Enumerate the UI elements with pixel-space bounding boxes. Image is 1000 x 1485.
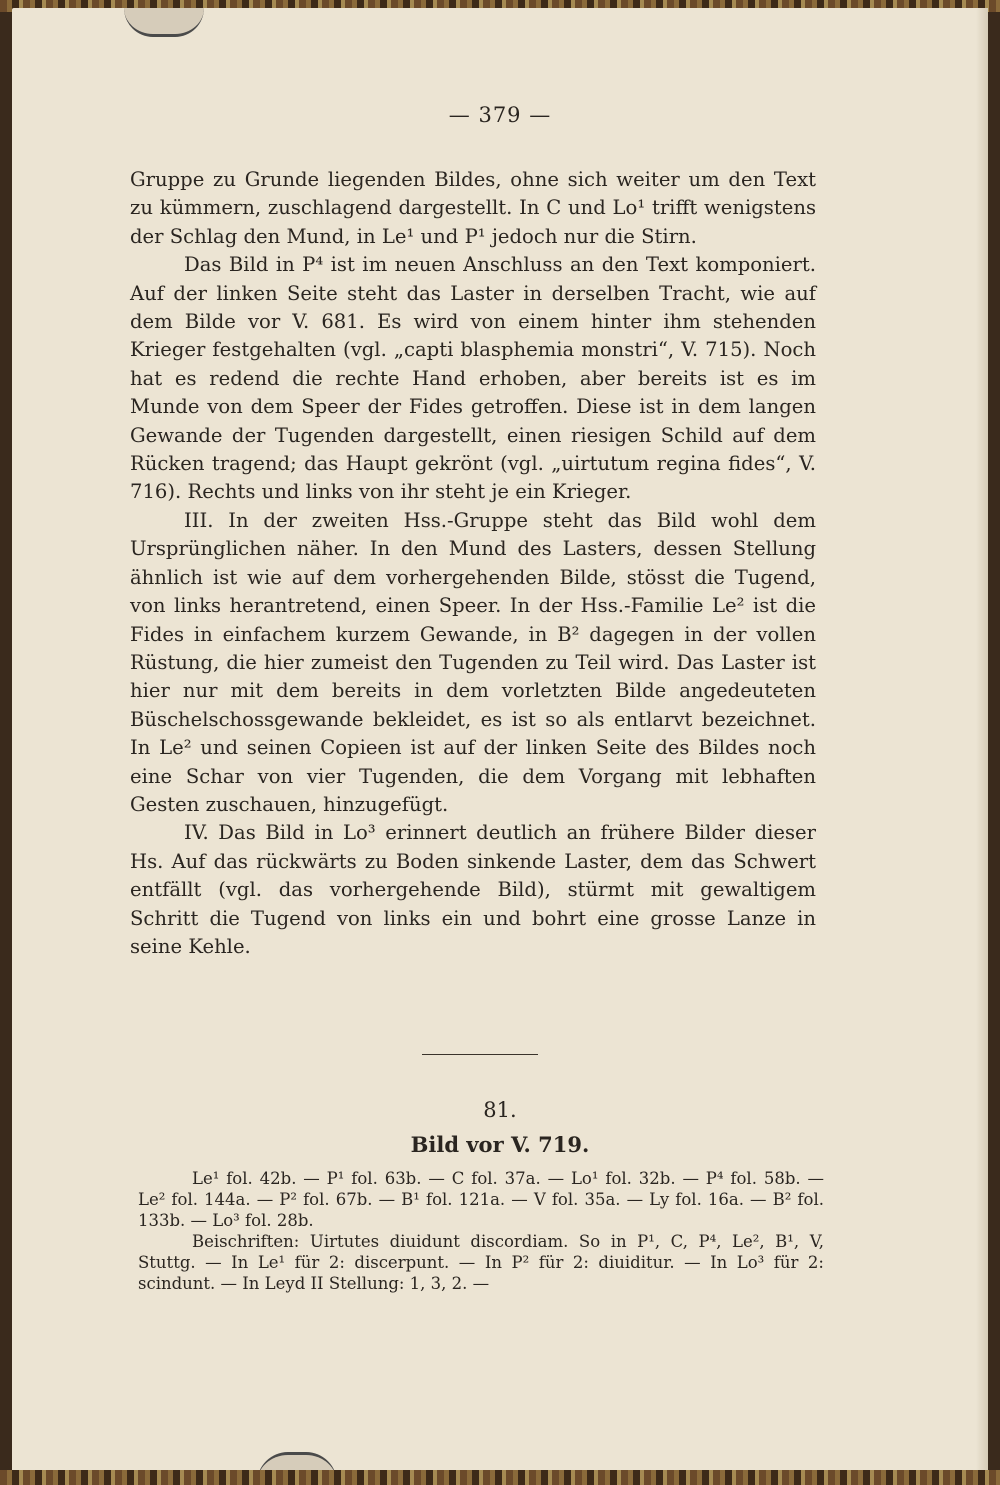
inscriptions-note: Beischriften: Uirtutes diuidunt discordiam. So in P¹, C, P⁴, Le², B¹, V, Stuttg. — In Le¹ für 2: discerpunt. — In P² für 2: diuiditur. — In Lo³ für 2: scindunt. — In Leyd II Stellung: 1, 3, 2. —	[138, 1232, 824, 1293]
section-divider	[422, 1054, 538, 1055]
top-clip	[124, 8, 204, 37]
main-text	[130, 166, 816, 961]
page-edge-shadow	[976, 8, 988, 1472]
bottom-binding-edge	[0, 1470, 1000, 1485]
paragraph-iv: IV. Das Bild in Lo³ erinnert deutlich an frühere Bilder dieser Hs. Auf das rückwärts zu Boden sinkende Laster, dem das Schwert entfällt (vgl. das vorhergehende Bild), stürmt mit gewaltigem Schritt die Tugend von links ein und bohrt eine grosse Lanze in seine Kehle.	[130, 821, 816, 958]
notes-block	[138, 1168, 824, 1294]
section-number: 81.	[483, 1098, 517, 1122]
paragraph-p4: Das Bild in P⁴ ist im neuen Anschluss an den Text komponiert. Auf der linken Seite steht das Laster in derselben Tracht, wie auf dem Bilde vor V. 681. Es wird von einem hinter ihm stehenden Krieger festgehalten (vgl. „capti blasphemia monstri“, V. 715). Noch hat es redend die rechte Hand erhoben, aber bereits ist es im Munde von dem Speer der Fides getroffen. Diese ist in dem langen Gewande der Tugenden dargestellt, einen riesigen Schild auf dem Rücken tragend; das Haupt gekrönt (vgl. „uirtutum regina fides“, V. 716). Rechts und links von ihr steht je ein Krieger.	[130, 253, 816, 504]
book-page	[12, 8, 988, 1472]
manuscript-list: Le¹ fol. 42b. — P¹ fol. 63b. — C fol. 37a. — Lo¹ fol. 32b. — P⁴ fol. 58b. — Le² fol. 144a. — P² fol. 67b. — B¹ fol. 121a. — V fol. 35a. — Ly fol. 16a. — B² fol. 133b. — Lo³ fol. 28b.	[138, 1169, 824, 1230]
paragraph-continuation: Gruppe zu Grunde liegenden Bildes, ohne sich weiter um den Text zu kümmern, zuschlagend dargestellt. In C und Lo¹ trifft wenigstens der Schlag den Mund, in Le¹ und P¹ jedoch nur die Stirn.	[130, 168, 816, 248]
section-title: Bild vor V. 719.	[410, 1132, 590, 1157]
paragraph-iii: III. In der zweiten Hss.-Gruppe steht das Bild wohl dem Ursprünglichen näher. In den Mund des Lasters, dessen Stellung ähnlich ist wie auf dem vorhergehenden Bilde, stösst die Tugend, von links herantretend, einen Speer. In der Hss.-Familie Le² ist die Fides in einfachem kurzem Gewande, in B² dagegen in der vollen Rüstung, die hier zumeist den Tugenden zu Teil wird. Das Laster ist hier nur mit dem bereits in dem vorletzten Bilde angedeuteten Büschelschossgewande bekleidet, es ist so als entlarvt bezeichnet. In Le² und seinen Copieen ist auf der linken Seite des Bildes noch eine Schar von vier Tugenden, die dem Vorgang mit lebhaften Gesten zuschauen, hinzugefügt.	[130, 508, 816, 816]
page-number: — 379 —	[448, 103, 552, 127]
